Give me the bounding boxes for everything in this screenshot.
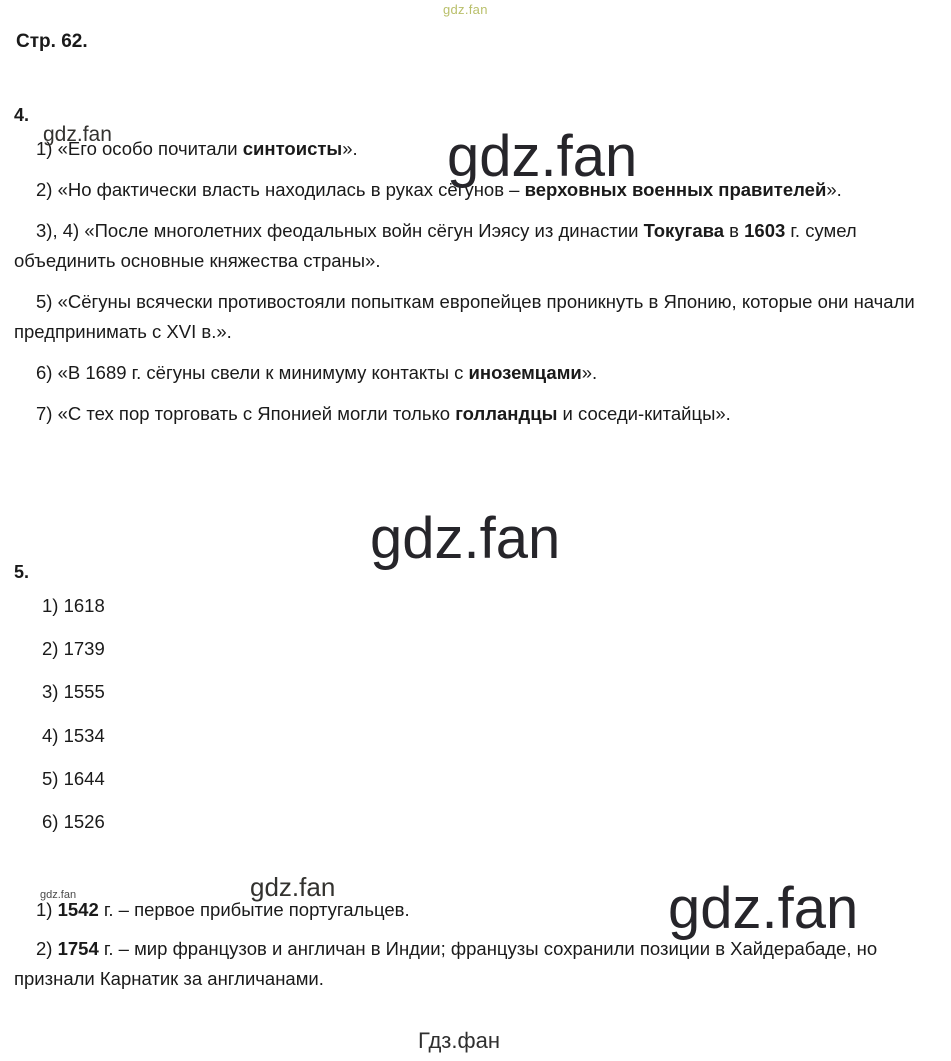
watermark-top: gdz.fan	[443, 2, 488, 17]
answer-text: в	[724, 219, 745, 241]
answer-text: «В 1689 г. сёгуны свели к минимуму контакты с	[57, 361, 469, 383]
answer-line	[14, 638, 941, 660]
answer-text: «После многолетних феодальных войн сёгун Иэясу из династии	[84, 219, 644, 241]
answer-marker: 4)	[42, 724, 64, 746]
answer-marker: 7)	[36, 402, 58, 424]
answer-text: ».	[826, 178, 842, 200]
answer-marker: 2)	[42, 638, 64, 660]
page-number-label: Стр. 62.	[16, 31, 88, 52]
answer-line	[14, 175, 941, 205]
answer-line	[14, 287, 941, 347]
answer-text: ».	[342, 138, 358, 159]
answer-marker: 1)	[36, 899, 58, 920]
watermark-bottom: Гдз.фан	[418, 1028, 500, 1053]
answer-text: 1618	[63, 595, 105, 616]
answer-marker: 2)	[36, 937, 58, 959]
answer-text: «Сёгуны всячески противостояли попыткам европейцев проникнуть в Японию, которые они начали предпринимать с XVI в.».	[14, 290, 915, 342]
answer-line	[14, 681, 941, 703]
answer-line	[14, 358, 941, 388]
answer-marker: 6)	[36, 361, 58, 383]
watermark-big-2: gdz.fan	[370, 506, 561, 571]
answer-text: «Его особо почитали	[57, 138, 243, 159]
answer-line	[14, 399, 941, 429]
watermark-small-2: gdz.fan	[250, 872, 336, 902]
answer-keyword: 1603	[744, 219, 786, 241]
watermark-big-1: gdz.fan	[447, 124, 638, 189]
task-5-body	[14, 595, 941, 854]
tail-answers-body	[14, 895, 941, 1003]
answer-text: «С тех пор торговать с Японией могли только	[57, 402, 456, 424]
answer-line	[14, 725, 941, 747]
answer-keyword: Токугава	[643, 219, 725, 241]
answer-marker: 3), 4)	[36, 219, 85, 241]
answer-line	[14, 934, 941, 994]
task-number-5: 5.	[14, 562, 30, 582]
answer-text: г. – первое прибытие португальцев.	[98, 899, 410, 920]
answer-marker: 6)	[42, 810, 64, 832]
answer-keyword: 1754	[57, 937, 99, 959]
answer-text: г. сумел объединить основные княжества страны».	[14, 219, 857, 271]
answer-keyword: 1542	[57, 899, 99, 920]
answer-text: 1739	[63, 638, 105, 660]
answer-line	[14, 895, 941, 925]
watermark-small-1: gdz.fan	[43, 123, 112, 146]
task-4-body	[14, 134, 941, 440]
answer-text: 1644	[63, 767, 105, 789]
answer-text: 1526	[63, 810, 105, 832]
answer-text: 1534	[63, 724, 105, 746]
answer-text: ».	[581, 361, 598, 383]
answer-marker: 5)	[42, 767, 64, 789]
answer-marker: 1)	[42, 595, 64, 616]
watermark-big-3: gdz.fan	[668, 876, 859, 941]
answer-text: г. – мир французов и англичан в Индии; французы сохранили позиции в Хайдерабаде, но признали Карнатик за англичанами.	[14, 937, 878, 989]
answer-marker: 3)	[42, 681, 64, 703]
answer-keyword: верховных военных правителей	[524, 178, 827, 200]
watermark-tiny: gdz.fan	[40, 889, 77, 901]
answer-text: 1555	[63, 681, 105, 703]
answer-text: «Но фактически власть находилась в руках сёгунов –	[57, 178, 525, 200]
answer-text: и соседи-китайцы».	[557, 402, 731, 424]
answer-keyword: синтоисты	[242, 138, 343, 159]
answer-keyword: иноземцами	[468, 361, 582, 383]
answer-line	[14, 216, 941, 276]
answer-line	[14, 595, 941, 617]
answer-line	[14, 768, 941, 790]
answer-line	[14, 811, 941, 833]
task-number-4: 4.	[14, 105, 30, 125]
answer-marker: 5)	[36, 290, 58, 312]
answer-keyword: голландцы	[455, 402, 558, 424]
answer-line	[14, 134, 941, 164]
answer-marker: 2)	[36, 178, 58, 200]
answer-marker: 1)	[36, 138, 58, 159]
